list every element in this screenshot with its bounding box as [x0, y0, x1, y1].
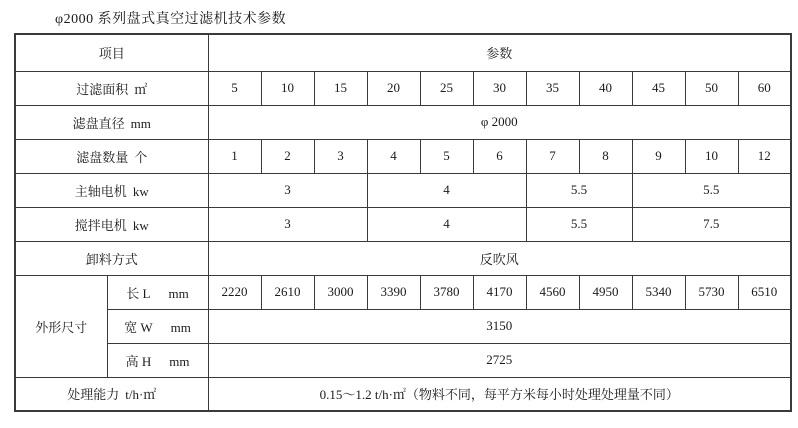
table-row-capacity — [15, 377, 791, 411]
table-cell-capacity-value: 0.15～1.2 t/h·㎡（物料不同，每平方米每小时处理处理量不同） — [208, 377, 791, 411]
table-cell: 30 — [473, 71, 526, 105]
row-sublabel-width — [107, 309, 208, 343]
table-cell-merged: 3 — [208, 173, 367, 207]
row-sublabel-length — [107, 275, 208, 309]
row-sublabel-height — [107, 343, 208, 377]
table-cell: 3 — [314, 139, 367, 173]
label-unit: kw — [132, 217, 149, 233]
table-cell-disc-diameter-value: φ 2000 — [208, 105, 791, 139]
spec-table — [14, 33, 792, 412]
table-cell-discharge-value: 反吹风 — [208, 241, 791, 275]
table-cell: 4560 — [526, 275, 579, 309]
label-unit: mm — [168, 285, 189, 301]
row-label-dimensions: 外形尺寸 — [15, 275, 107, 377]
table-cell: 7 — [526, 139, 579, 173]
row-label-agitator-motor — [15, 207, 208, 241]
table-cell: 6 — [473, 139, 526, 173]
table-row-filter-area — [15, 71, 791, 105]
table-row-disc-diameter — [15, 105, 791, 139]
label-text: 滤盘数量 — [76, 149, 129, 165]
table-cell-merged: 5.5 — [526, 173, 632, 207]
table-cell: 3780 — [420, 275, 473, 309]
table-cell: 10 — [261, 71, 314, 105]
table-cell: 2220 — [208, 275, 261, 309]
table-cell: 3000 — [314, 275, 367, 309]
label-unit: mm — [130, 115, 151, 131]
table-cell: 12 — [738, 139, 791, 173]
table-cell: 9 — [632, 139, 685, 173]
label-text: 主轴电机 — [74, 183, 127, 199]
table-cell-merged: 3 — [208, 207, 367, 241]
table-cell: 4 — [367, 139, 420, 173]
table-cell: 45 — [632, 71, 685, 105]
table-cell: 20 — [367, 71, 420, 105]
table-cell: 5730 — [685, 275, 738, 309]
table-cell-merged: 5.5 — [632, 173, 791, 207]
row-label-disc-count — [15, 139, 208, 173]
label-unit: mm — [169, 353, 190, 369]
table-cell: 5 — [208, 71, 261, 105]
table-cell-merged: 4 — [367, 207, 526, 241]
table-cell: 35 — [526, 71, 579, 105]
label-text: 滤盘直径 — [72, 115, 125, 131]
table-row-dimensions-height — [15, 343, 791, 377]
label-text: 宽 W — [124, 319, 153, 335]
table-row-dimensions-width — [15, 309, 791, 343]
label-text: 过滤面积 — [76, 81, 129, 97]
table-cell-width-value: 3150 — [208, 309, 791, 343]
table-cell: 50 — [685, 71, 738, 105]
label-unit: 个 — [134, 149, 148, 165]
table-cell-merged: 4 — [367, 173, 526, 207]
label-text: 高 H — [125, 353, 152, 369]
table-row-dimensions-length — [15, 275, 791, 309]
table-cell: 8 — [579, 139, 632, 173]
table-cell-merged: 7.5 — [632, 207, 791, 241]
row-label-capacity — [15, 377, 208, 411]
label-unit: mm — [170, 319, 191, 335]
table-row-main-motor — [15, 173, 791, 207]
table-cell: 25 — [420, 71, 473, 105]
table-cell: 5340 — [632, 275, 685, 309]
label-unit: ㎡ — [134, 81, 148, 97]
table-cell-height-value: 2725 — [208, 343, 791, 377]
table-cell: 4950 — [579, 275, 632, 309]
table-cell: 15 — [314, 71, 367, 105]
table-row-discharge — [15, 241, 791, 275]
header-cell-item: 项目 — [15, 34, 208, 71]
row-label-discharge: 卸料方式 — [15, 241, 208, 275]
label-unit: kw — [132, 183, 149, 199]
label-text: 搅拌电机 — [74, 217, 127, 233]
page-title: φ2000 系列盘式真空过滤机技术参数 — [55, 12, 287, 27]
table-cell: 10 — [685, 139, 738, 173]
row-label-disc-diameter — [15, 105, 208, 139]
table-cell: 5 — [420, 139, 473, 173]
table-header-row — [15, 34, 791, 71]
table-cell: 60 — [738, 71, 791, 105]
table-cell: 2610 — [261, 275, 314, 309]
table-cell: 2 — [261, 139, 314, 173]
row-label-main-motor — [15, 173, 208, 207]
table-cell: 3390 — [367, 275, 420, 309]
table-cell: 40 — [579, 71, 632, 105]
table-row-agitator-motor — [15, 207, 791, 241]
label-unit: t/h·㎡ — [125, 387, 157, 403]
table-cell: 4170 — [473, 275, 526, 309]
row-label-filter-area — [15, 71, 208, 105]
label-text: 处理能力 — [67, 387, 120, 403]
label-text: 长 L — [126, 285, 151, 301]
table-cell: 6510 — [738, 275, 791, 309]
table-row-disc-count — [15, 139, 791, 173]
header-cell-param: 参数 — [208, 34, 791, 71]
table-cell-merged: 5.5 — [526, 207, 632, 241]
table-cell: 1 — [208, 139, 261, 173]
